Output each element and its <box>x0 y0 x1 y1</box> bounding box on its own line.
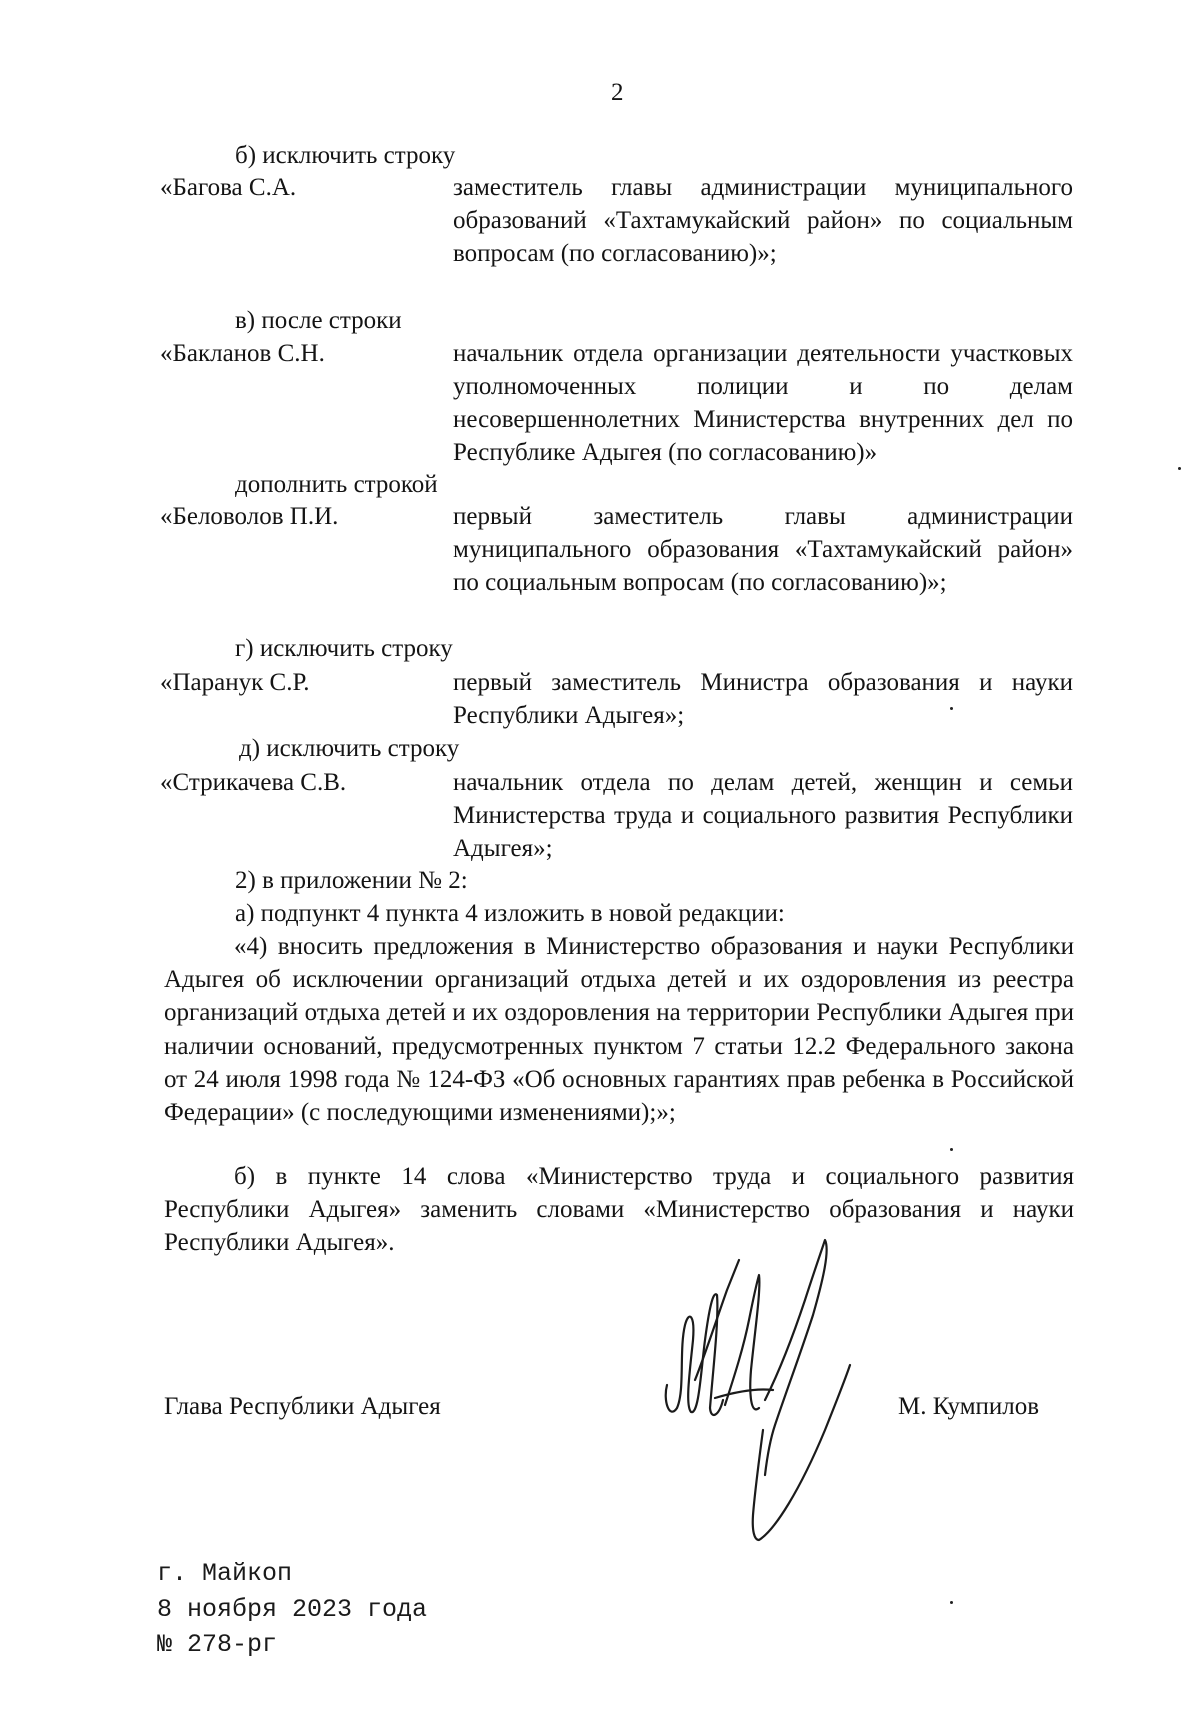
item-d-name: «Стрикачева С.В. <box>160 769 347 796</box>
item-b-header: б) исключить строку <box>235 142 456 169</box>
scan-speck <box>950 707 953 710</box>
item-d-header: д) исключить строку <box>239 735 460 762</box>
footer-number: № 278-рг <box>157 1630 278 1659</box>
item-v-add: дополнить строкой <box>235 471 438 498</box>
item-v-new-name: «Беловолов П.И. <box>160 503 339 530</box>
item-b-name: «Багова С.А. <box>160 174 297 201</box>
footer-date: 8 ноября 2023 года <box>157 1595 428 1624</box>
item-d-role: начальник отдела по делам детей, женщин и семьи Министерства труда и социального развития Республики Адыгея»; <box>453 769 1073 862</box>
scan-speck <box>1178 467 1181 470</box>
item-2a-text: «4) вносить предложения в Министерство образования и науки Республики Адыгея об исключении организаций отдыха детей и их оздоровления из реестра организаций отдыха детей и их оздоровления на территории Республики Адыгея при наличии оснований, предусмотренных пунктом 7 статьи 12.2 Федерального закона от 24 июля 1998 года № 124-ФЗ «Об основных гарантиях прав ребенка в Российской Федерации» (с последующими изменениями);»; <box>164 933 1074 1127</box>
item-2-header: 2) в приложении № 2: <box>235 867 468 894</box>
item-v-name: «Бакланов С.Н. <box>160 340 325 367</box>
item-v-role: начальник отдела организации деятельности участковых уполномоченных полиции и по делам несовершеннолетних Министерства внутренних дел по Республике Адыгея (по согласованию)» <box>453 340 1073 466</box>
item-v-new-role: первый заместитель главы администрации муниципального образования «Тахтамукайский район» по социальным вопросам (по согласованию)»; <box>453 503 1073 596</box>
item-b-role: заместитель главы администрации муниципального образований «Тахтамукайский район» по социальным вопросам (по согласованию)»; <box>453 174 1073 267</box>
scan-speck <box>950 1601 953 1604</box>
footer-city: г. Майкоп <box>157 1559 293 1588</box>
page-number: 2 <box>611 79 624 106</box>
item-2a-header: а) подпункт 4 пункта 4 изложить в новой редакции: <box>235 900 785 927</box>
signature-name: М. Кумпилов <box>898 1393 1040 1420</box>
item-g-role: первый заместитель Министра образования и науки Республики Адыгея»; <box>453 669 1073 729</box>
signature-position: Глава Республики Адыгея <box>164 1393 441 1420</box>
item-v-header: в) после строки <box>235 307 402 334</box>
scan-speck <box>950 1148 953 1151</box>
item-2b-text: б) в пункте 14 слова «Министерство труда и социального развития Республики Адыгея» заменить словами «Министерство образования и науки Республики Адыгея». <box>164 1163 1074 1257</box>
item-g-header: г) исключить строку <box>235 635 453 662</box>
item-g-name: «Паранук С.Р. <box>160 669 310 696</box>
handwritten-signature <box>655 1230 865 1570</box>
